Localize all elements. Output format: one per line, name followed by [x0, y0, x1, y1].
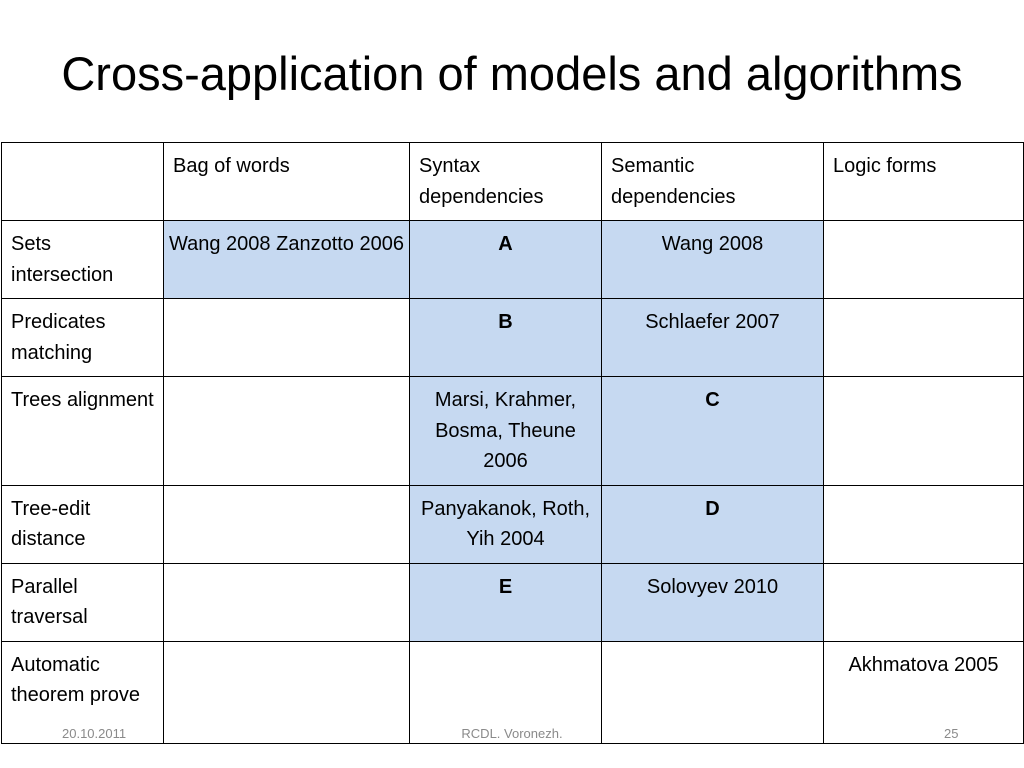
table-cell — [824, 221, 1024, 299]
table-row — [2, 221, 1024, 299]
table-row — [2, 299, 1024, 377]
table-cell: Solovyev 2010 — [602, 563, 824, 641]
row-label: Parallel traversal — [2, 563, 164, 641]
row-label: Automatic theorem prove — [2, 641, 164, 743]
footer-date: 20.10.2011 — [62, 726, 127, 741]
table-cell: D — [602, 485, 824, 563]
table-cell: Akhmatova 2005 — [824, 641, 1024, 743]
table-row — [2, 563, 1024, 641]
row-label: Tree-edit distance — [2, 485, 164, 563]
table-cell: C — [602, 377, 824, 486]
header-logic-forms: Logic forms — [824, 143, 1024, 221]
row-label: Trees alignment — [2, 377, 164, 486]
table-cell: Panyakanok, Roth, Yih 2004 — [410, 485, 602, 563]
table-cell — [164, 299, 410, 377]
table-cell — [824, 563, 1024, 641]
header-semantic-dependencies: Semantic dependencies — [602, 143, 824, 221]
table-cell: Wang 2008 — [602, 221, 824, 299]
table-cell: B — [410, 299, 602, 377]
table-cell: Schlaefer 2007 — [602, 299, 824, 377]
table-cell — [164, 485, 410, 563]
table-cell: E — [410, 563, 602, 641]
comparison-table — [1, 142, 1024, 744]
footer-venue: RCDL. Voronezh. — [461, 726, 563, 741]
table-cell — [164, 563, 410, 641]
footer-page-number: 25 — [944, 726, 959, 741]
table-cell: A — [410, 221, 602, 299]
header-bag-of-words: Bag of words — [164, 143, 410, 221]
header-corner-cell — [2, 143, 164, 221]
row-label: Sets intersection — [2, 221, 164, 299]
table-header-row — [2, 143, 1024, 221]
header-syntax-dependencies: Syntax dependencies — [410, 143, 602, 221]
table-cell: Marsi, Krahmer, Bosma, Theune 2006 — [410, 377, 602, 486]
slide-title: Cross-application of models and algorithms — [61, 47, 963, 100]
table-cell — [164, 221, 410, 299]
table-cell — [824, 485, 1024, 563]
table-row — [2, 377, 1024, 486]
cell-text: Wang 2008 Zanzotto 2006 — [169, 233, 404, 255]
row-label: Predicates matching — [2, 299, 164, 377]
table-cell — [164, 377, 410, 486]
table-cell — [824, 377, 1024, 486]
table-row — [2, 485, 1024, 563]
table-cell — [824, 299, 1024, 377]
